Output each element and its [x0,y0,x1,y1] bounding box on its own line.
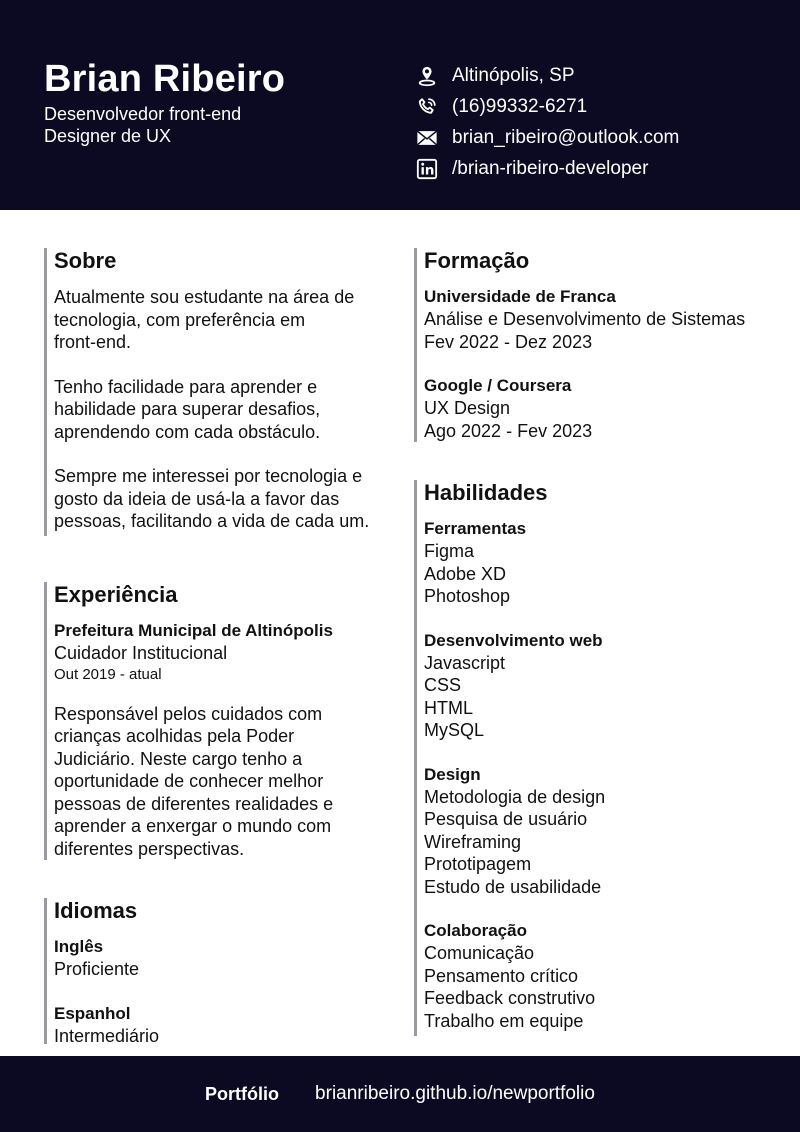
institution-name: Universidade de Franca [424,287,616,306]
portfolio-label: Portfólio [205,1083,280,1104]
language-name: Inglês [54,937,104,956]
text-line: aprender a enxergar o mundo com [54,816,332,836]
language-level: Intermediário [54,1025,160,1046]
skill-item: MySQL [424,720,485,740]
section-title-experiencia: Experiência [54,582,178,607]
skill-item: Trabalho em equipe [424,1010,584,1031]
section-idiomas [44,898,384,1044]
phone-icon [415,95,439,119]
role-ux-designer: Designer de UX [44,126,172,146]
job-description [54,703,384,861]
person-name: Brian Ribeiro [44,58,286,100]
skill-item: Figma [424,541,475,561]
location-text: Altinópolis, SP [452,64,575,86]
institution-name: Google / Coursera [424,376,572,395]
language-level: Proficiente [54,959,140,979]
linkedin-icon [415,157,439,181]
section-sobre [44,248,384,536]
section-title-habilidades: Habilidades [424,480,548,505]
contact-phone [415,91,795,122]
section-title-idiomas: Idiomas [54,898,138,923]
text-line: Judiciário. Neste cargo tenho a [54,748,303,769]
text-line: aprendendo com cada obstáculo. [54,421,321,442]
section-formacao [414,248,784,442]
skill-item: Javascript [424,652,506,673]
skill-item: Pensamento crítico [424,965,579,986]
course-name: UX Design [424,398,511,418]
text-line: gosto da ideia de usá-la a favor das [54,488,340,509]
language-name: Espanhol [54,1003,131,1023]
job-period: Out 2019 - atual [54,665,162,683]
text-line: crianças acolhidas pela Poder [54,726,295,746]
contact-linkedin [415,153,795,184]
skill-item: HTML [424,697,473,718]
skill-group-title: Colaboração [424,921,527,940]
skill-item: Prototipagem [424,854,532,874]
phone-text: (16)99332-6271 [452,95,588,117]
section-habilidades [414,480,784,1036]
role-frontend: Desenvolvedor front-end [44,104,242,124]
portfolio-link[interactable]: brianribeiro.github.io/newportfolio [315,1083,595,1104]
text-line: tecnologia, com preferência em [54,309,306,330]
text-line: pessoas de diferentes realidades e [54,793,334,814]
section-experiencia [44,582,384,860]
email-icon [415,126,439,150]
section-title-sobre: Sobre [54,248,117,273]
resume-footer [0,1056,800,1132]
skill-item: Wireframing [424,831,522,852]
linkedin-text: /brian-ribeiro-developer [452,157,649,179]
text-line: oportunidade de conhecer melhor [54,771,324,791]
skill-item: Comunicação [424,943,535,963]
skill-item: CSS [424,675,462,695]
text-line: diferentes perspectivas. [54,838,245,859]
sobre-paragraph [54,465,384,533]
resume-header [0,0,800,210]
text-line: Atualmente sou estudante na área de [54,287,355,307]
text-line: Sempre me interessei por tecnologia e [54,466,363,486]
skill-group-title: Ferramentas [424,519,527,538]
section-title-formacao: Formação [424,248,530,273]
text-line: Tenho facilidade para aprender e [54,376,318,397]
skill-group-title: Desenvolvimento web [424,630,603,650]
text-line: habilidade para superar desafios, [54,399,321,419]
text-line: Responsável pelos cuidados com [54,703,323,724]
contact-location [415,60,795,91]
course-period: Ago 2022 - Fev 2023 [424,420,593,441]
contact-list [415,60,795,184]
course-name: Análise e Desenvolvimento de Sistemas [424,309,746,329]
email-text: brian_ribeiro@outlook.com [452,126,680,148]
skill-item: Estudo de usabilidade [424,876,602,897]
contact-email [415,122,795,153]
location-pin-icon [415,64,439,88]
skill-item: Adobe XD [424,563,507,584]
skill-group-title: Design [424,764,481,784]
skill-item: Pesquisa de usuário [424,809,588,829]
skill-item: Metodologia de design [424,786,606,807]
job-position: Cuidador Institucional [54,643,228,663]
company-name: Prefeitura Municipal de Altinópolis [54,621,333,640]
skill-item: Feedback construtivo [424,988,596,1008]
course-period: Fev 2022 - Dez 2023 [424,331,593,352]
text-line: front-end. [54,332,132,352]
sobre-paragraph [54,286,384,354]
text-line: pessoas, facilitando a vida de cada um. [54,511,370,531]
sobre-paragraph [54,376,384,444]
skill-item: Photoshop [424,586,511,606]
